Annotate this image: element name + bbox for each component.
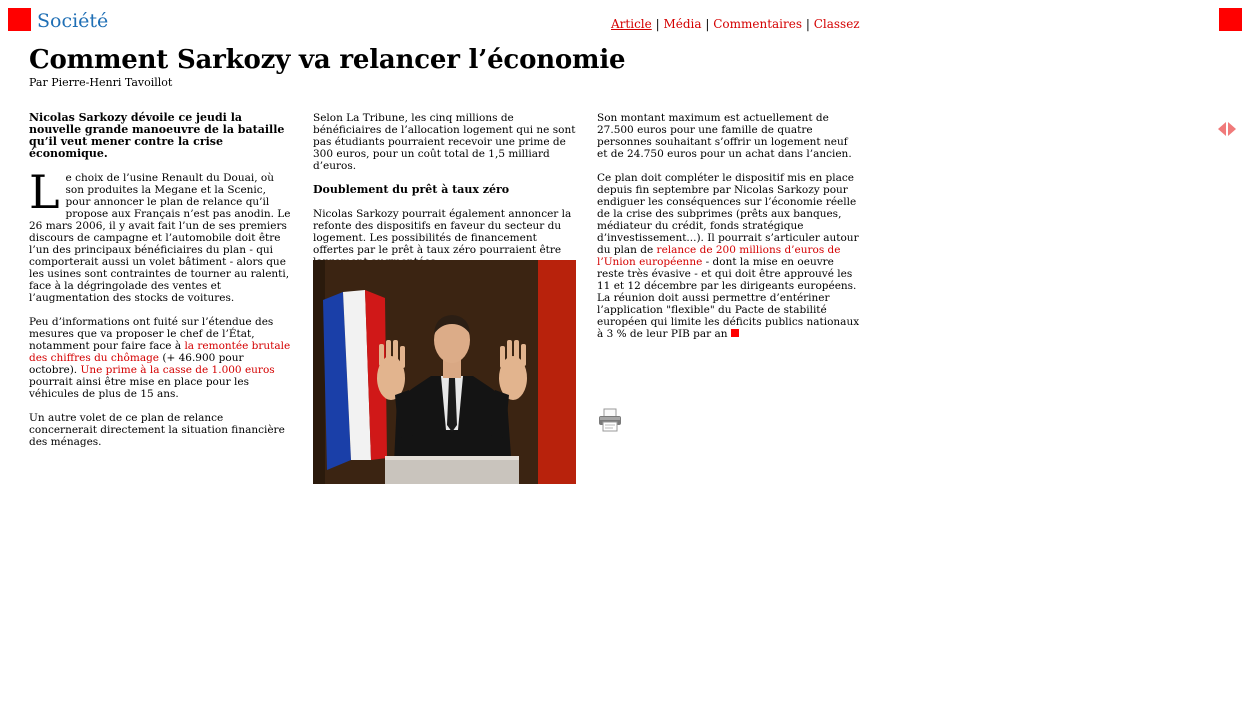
article-paragraph bbox=[29, 165, 293, 304]
scrappage-bonus-link[interactable]: Une prime à la casse de 1.000 euros bbox=[80, 364, 275, 376]
article-paragraph: Nicolas Sarkozy pourrait également annoncer la refonte des dispositifs en faveur du secteur du logement. Les possibilités de financement offertes par le prêt à taux zéro pourraient être bbox=[313, 208, 572, 256]
article-paragraph: Un autre volet de ce plan de relance concernerait directement la situation financière des ménages. bbox=[29, 412, 285, 448]
article-column-2 bbox=[313, 112, 577, 280]
nav-media-link[interactable]: Média bbox=[663, 17, 702, 31]
article-paragraph: Son montant maximum est actuellement de 27.500 euros pour une famille de quatre personnes souhaitant s’offrir un logement neuf et de 24.750 euros pour un achat dans l’ancien. bbox=[597, 112, 852, 160]
article-paragraph: Selon La Tribune, les cinq millions de bénéficiaires de l’allocation logement qui ne sont pas étudiants pourraient recevoir une prime de 300 euros, pour un coût total de 1,5 milliard d’euros. bbox=[313, 112, 576, 172]
nav-article-link[interactable]: Article bbox=[611, 17, 652, 31]
nav-separator: | bbox=[655, 17, 660, 31]
section-title[interactable]: Société bbox=[37, 10, 109, 32]
article-paragraph bbox=[597, 172, 861, 340]
prev-next-arrows-icon[interactable] bbox=[1217, 121, 1237, 137]
article-subhead: Doublement du prêt à taux zéro bbox=[313, 183, 510, 196]
article-nav bbox=[611, 17, 860, 31]
article-column-1 bbox=[29, 112, 293, 460]
paragraph-text: e choix de l’usine Renault du Douai, où son produites la Megane et la Scenic, pour annoncer le plan de relance qu’il propose aux Français n’est pas anodin. Le 26 mars 2006, il y avait fait l’un de ses premiers discours de campagne et l’automobile doit être l’un des principaux bénéficiaires du plan - qui comporterait aussi un volet bâtiment - alors que les usines sont contraintes de tourner au ralenti, face à la dégringolade des ventes et l’augmentation des stocks de voitures. bbox=[29, 172, 291, 304]
article-lead: Nicolas Sarkozy dévoile ce jeudi la nouvelle grande manoeuvre de la bataille qu’il veut mener contre la crise économique. bbox=[29, 111, 285, 160]
paragraph-text: Ce plan doit compléter le dispositif mis en place depuis fin septembre par Nicolas Sarkozy pour endiguer les conséquences sur l’économie réelle de la crise des subprimes (prêts aux banques, médiateur du crédit, fonds stratégique d’investissement...). Il pourrait s’articuler autour du plan de bbox=[597, 172, 859, 256]
eu-stimulus-link[interactable]: relance de 200 millions d’euros de l’Union européenne bbox=[597, 244, 841, 268]
brand-square-right bbox=[1219, 8, 1242, 31]
article-title: Comment Sarkozy va relancer l’économie bbox=[29, 45, 626, 75]
article-photo bbox=[313, 260, 576, 484]
nav-comments-link[interactable]: Commentaires bbox=[713, 17, 803, 31]
brand-square-left bbox=[8, 8, 31, 31]
article-column-3 bbox=[597, 112, 861, 352]
nav-separator: | bbox=[705, 17, 710, 31]
drop-cap: L bbox=[29, 165, 60, 219]
nav-separator: | bbox=[805, 17, 810, 31]
article-byline: Par Pierre-Henri Tavoillot bbox=[29, 76, 173, 89]
unemployment-link[interactable]: la remontée brutale des chiffres du chômage bbox=[29, 340, 291, 364]
printer-icon-graphic bbox=[597, 407, 623, 433]
article-paragraph bbox=[29, 316, 293, 400]
paragraph-text: Peu d’informations ont fuité sur l’étendue des mesures que va proposer le chef de l’État, notamment pour faire face à bbox=[29, 316, 274, 352]
prev-next-arrows-graphic bbox=[1217, 121, 1237, 137]
printer-icon[interactable] bbox=[597, 407, 623, 433]
end-of-article-mark bbox=[731, 329, 739, 337]
paragraph-text: - dont la mise en oeuvre reste très évasive - et qui doit être approuvé les 11 et 12 décembre par les dirigeants européens. La réunion doit aussi permettre d’entériner l’application "flexible" du Pacte de stabilité européen qui limite les déficits publics nationaux à 3 % de leur PIB par an bbox=[597, 256, 860, 340]
paragraph-text: (+ 46.900 pour octobre). bbox=[29, 352, 244, 376]
nav-classez-link[interactable]: Classez bbox=[813, 17, 860, 31]
paragraph-text: pourrait ainsi être mise en place pour les véhicules de plus de 15 ans. bbox=[29, 376, 249, 400]
photo-illustration bbox=[313, 260, 576, 484]
